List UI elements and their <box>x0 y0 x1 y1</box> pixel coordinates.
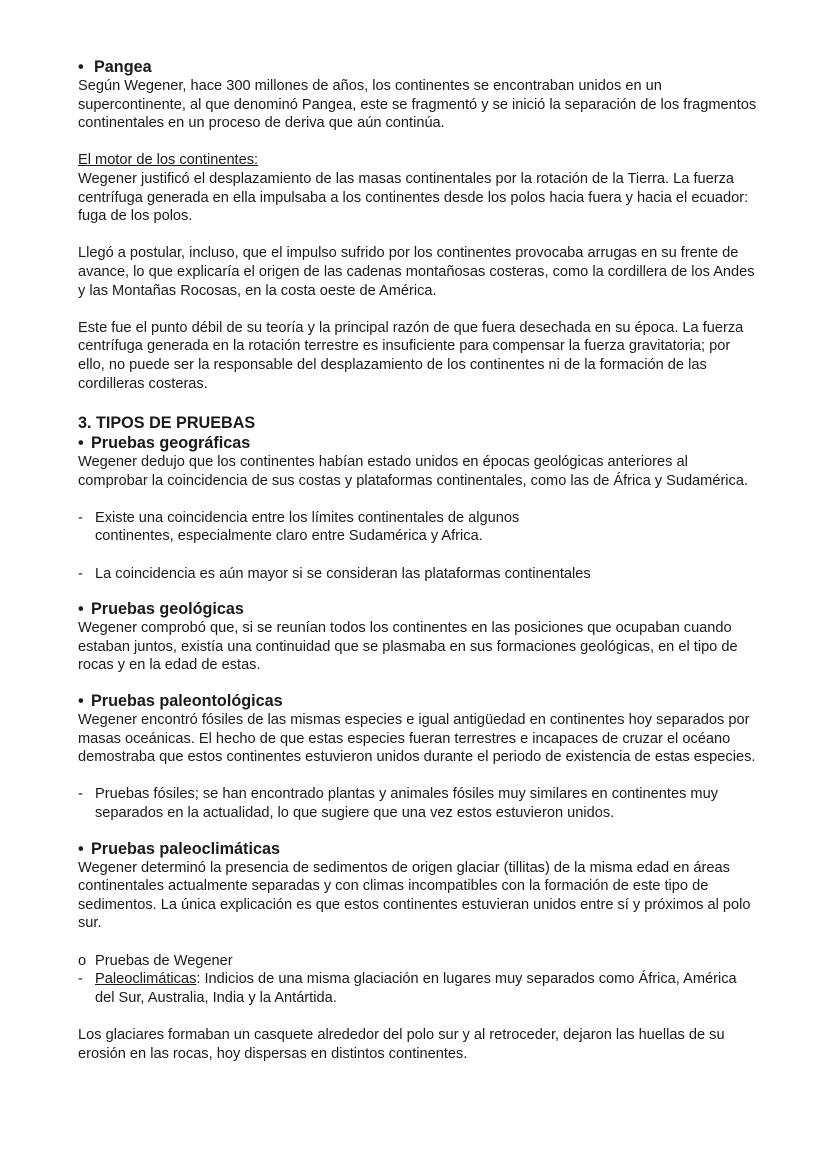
paleontologicas-heading-text: Pruebas paleontológicas <box>91 692 283 711</box>
dash-icon: - <box>78 971 83 988</box>
motor-title: El motor de los continentes: <box>78 152 259 169</box>
geograficas-heading-text: Pruebas geográficas <box>91 434 251 453</box>
document-page <box>78 57 758 1063</box>
bullet-icon: • <box>78 58 84 76</box>
circle-bullet-icon: o <box>78 952 87 969</box>
pangea-heading <box>78 57 758 77</box>
list-item-text <box>95 970 758 1007</box>
dash-icon: - <box>78 786 83 803</box>
paleoclimaticas-text: : Indicios de una misma glaciación en lugares muy separados como África, América del Sur, Australia, India y la Antártida. <box>95 971 737 1006</box>
bullet-icon: • <box>78 692 84 711</box>
list-item <box>78 785 758 822</box>
geograficas-heading <box>78 433 758 453</box>
paleontologicas-paragraph: Wegener encontró fósiles de las mismas especies e igual antigüedad en continentes hoy separados por masas oceánicas. El hecho de que estas especies fueran terrestres e incapaces de cruzar el océano demostraba que estos continentes estuvieron unidos durante el periodo de existencia de estas especies. <box>78 712 756 766</box>
motor-paragraph: Wegener justificó el desplazamiento de las masas continentales por la rotación de la Tierra. La fuerza centrífuga generada en ella impulsaba a los continentes desde los polos hacia fuera y hacia el ecuador: fuga de los polos. <box>78 170 749 225</box>
list-item-text: Existe una coincidencia entre los límites continentales de algunos continentes, especialmente claro entre Sudamérica y Africa. <box>95 509 520 545</box>
section-title: 3. TIPOS DE PRUEBAS <box>78 414 256 433</box>
pangea-heading-text: Pangea <box>94 58 152 76</box>
closing-paragraph: Los glaciares formaban un casquete alrededor del polo sur y al retroceder, dejaron las huellas de su erosión en las rocas, hoy dispersas en distintos continentes. <box>78 1026 725 1062</box>
paleoclimaticas-paragraph: Wegener determinó la presencia de sedimentos de origen glaciar (tillitas) de la misma edad en áreas continentales actualmente separadas y con climas incompatibles con la formación de este tipo de sedimentos. La única explicación es que estos continentes estuvieran unidos entre sí y próximos al polo sur. <box>78 859 751 932</box>
bullet-icon: • <box>78 434 84 453</box>
dash-icon: - <box>78 565 83 582</box>
paleoclimaticas-heading-text: Pruebas paleoclimáticas <box>91 839 280 858</box>
bullet-icon: • <box>78 600 84 619</box>
geologicas-heading-text: Pruebas geológicas <box>91 600 244 619</box>
list-item-text: Pruebas fósiles; se han encontrado plantas y animales fósiles muy similares en continentes muy separados en la actualidad, lo que sugiere que una vez estos estuvieron unidos. <box>95 786 718 821</box>
bullet-icon: • <box>78 839 84 858</box>
paleontologicas-heading <box>78 691 758 711</box>
dash-icon: - <box>78 509 83 526</box>
list-item-text: La coincidencia es aún mayor si se consideran las plataformas continentales <box>95 565 591 582</box>
andes-paragraph: Llegó a postular, incluso, que el impulso sufrido por los continentes provocaba arrugas en su frente de avance, lo que explicaría el origen de las cadenas montañosas costeras, como la cordillera de los Andes y las Montañas Rocosas, en la costa oeste de América. <box>78 245 755 299</box>
list-item <box>78 565 758 584</box>
geologicas-heading <box>78 599 758 619</box>
list-item <box>78 970 758 1007</box>
paleoclimaticas-label: Paleoclimáticas <box>95 971 197 988</box>
paleoclimaticas-heading <box>78 839 758 859</box>
list-item <box>78 509 758 546</box>
list-item <box>78 952 758 971</box>
geologicas-paragraph: Wegener comprobó que, si se reunían todos los continentes en las posiciones que ocupaban cuando estaban juntos, existía una continuidad que se plasmaba en sus formaciones geológicas, en el tipo de rocas y en la edad de estas. <box>78 620 738 674</box>
weak-point-paragraph: Este fue el punto débil de su teoría y la principal razón de que fuera desechada en su época. La fuerza centrífuga generada en la rotación terrestre es insuficiente para compensar la fuerza gravitatoria; por ello, no puede ser la responsable del desplazamiento de los continentes ni de la formación de las cordilleras costeras. <box>78 319 744 392</box>
pangea-paragraph: Según Wegener, hace 300 millones de años, los continentes se encontraban unidos en un supercontinente, al que denominó Pangea, este se fragmentó y se inició la separación de los fragmentos continentales en un proceso de deriva que aún continúa. <box>78 78 757 132</box>
geograficas-paragraph: Wegener dedujo que los continentes habían estado unidos en épocas geológicas anteriores al comprobar la coincidencia de sus costas y plataformas continentales, como las de África y Sudamérica. <box>78 454 749 489</box>
list-item-text: Pruebas de Wegener <box>95 952 233 969</box>
